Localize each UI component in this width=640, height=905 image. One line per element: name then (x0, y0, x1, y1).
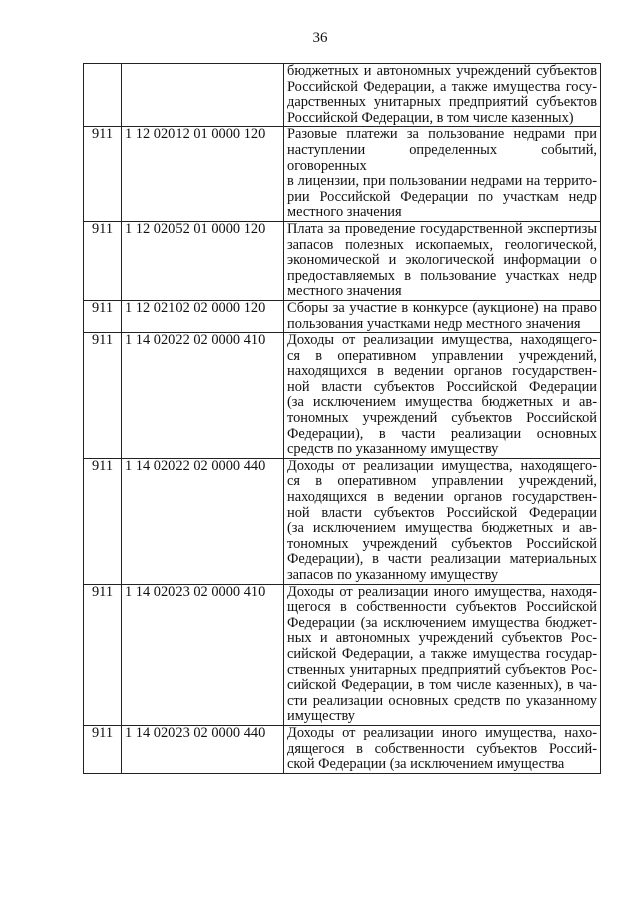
revenue-description-cell (284, 584, 601, 725)
description-line: ской Федерации (за исключением имущества (287, 756, 565, 773)
description-line: ственных унитарных предприятий субъектов Рос- (287, 661, 597, 678)
description-line: экономической и экологической информации о (287, 252, 597, 269)
table-body (84, 64, 601, 774)
description-line: бюджетных и автономных учреждений субъектов (287, 63, 597, 79)
admin-code-cell: 911 (84, 584, 122, 725)
description-line: запасов полезных ископаемых, геологической, (287, 236, 597, 253)
revenue-description-cell (284, 458, 601, 584)
description-line: Российской Федерации, в том числе казенных) (287, 109, 574, 126)
budget-classification-code-cell: 1 12 02102 02 0000 120 (122, 300, 284, 332)
budget-classification-code-cell: 1 14 02022 02 0000 410 (122, 333, 284, 459)
revenue-description-cell (284, 333, 601, 459)
admin-code-cell: 911 (84, 221, 122, 300)
budget-classification-code-cell: 1 12 02052 01 0000 120 (122, 221, 284, 300)
description-line: тономных учреждений субъектов Российской (287, 410, 597, 427)
description-line: Доходы от реализации имущества, находящего- (287, 332, 597, 349)
description-line: Доходы от реализации имущества, находящего- (287, 457, 597, 474)
table-row (84, 458, 601, 584)
table-row (84, 221, 601, 300)
table-row (84, 333, 601, 459)
description-line: запасов по указанному имуществу (287, 567, 499, 583)
description-line: имуществу (287, 708, 356, 725)
revenue-description-cell (284, 127, 601, 222)
description-line: Плата за проведение государственной экспертизы (287, 220, 597, 237)
description-line: средств по указанному имуществу (287, 441, 499, 458)
admin-code-cell: 911 (84, 300, 122, 332)
description-line: Разовые платежи за пользование недрами при (287, 126, 597, 143)
table-row (84, 725, 601, 773)
description-line: Сборы за участие в конкурсе (аукционе) на право (287, 299, 597, 316)
description-line: ся в оперативном управлении учреждений, (287, 347, 597, 364)
description-line: наступлении определенных событий, оговоренных (287, 141, 597, 174)
budget-classification-code-cell (122, 64, 284, 127)
budget-classification-code-cell: 1 12 02012 01 0000 120 (122, 127, 284, 222)
description-line: дарственных унитарных предприятий субъектов (287, 94, 597, 111)
description-line: ной власти субъектов Российской Федерации (287, 378, 597, 395)
description-line: тономных учреждений субъектов Российской (287, 535, 597, 552)
page-number: 36 (312, 30, 328, 46)
description-line: Федерации), в части реализации материальных (287, 551, 597, 568)
admin-code-cell: 911 (84, 127, 122, 222)
description-line: пользования участками недр местного значения (287, 315, 581, 332)
description-line: рии Российской Федерации по участкам недр (287, 188, 597, 205)
description-line: Доходы от реализации иного имущества, находя- (287, 583, 597, 600)
admin-code-cell: 911 (84, 458, 122, 584)
description-line: местного значения (287, 204, 402, 221)
admin-code-cell: 911 (84, 333, 122, 459)
description-line: сти реализации основных средств по указанному (287, 692, 597, 709)
revenue-description-cell (284, 221, 601, 300)
admin-code-cell (84, 64, 122, 127)
description-line: Доходы от реализации иного имущества, нахо- (287, 724, 597, 741)
description-line: (за исключением имущества бюджетных и ав- (287, 394, 597, 411)
table-row (84, 64, 601, 127)
description-line: ных и автономных учреждений субъектов Рос- (287, 630, 597, 647)
description-line: (за исключением имущества бюджетных и ав- (287, 520, 597, 537)
revenue-description-cell (284, 64, 601, 127)
description-line: находящихся в ведении органов государствен- (287, 489, 597, 506)
description-line: предоставляемых в пользование участках недр (287, 267, 597, 284)
revenue-description-cell (284, 725, 601, 773)
table-row (84, 584, 601, 725)
table-row (84, 127, 601, 222)
description-line: сийской Федерации, а также имущества государ- (287, 645, 597, 662)
description-line: в лицензии, при пользовании недрами на террито- (287, 173, 597, 190)
description-line: ной власти субъектов Российской Федерации (287, 504, 597, 521)
revenue-description-cell (284, 300, 601, 332)
budget-classification-code-cell: 1 14 02022 02 0000 440 (122, 458, 284, 584)
description-line: сийской Федерации, в том числе казенных), в ча- (287, 677, 597, 694)
description-line: Федерации (за исключением имущества бюджет- (287, 614, 597, 631)
description-line: местного значения (287, 283, 402, 300)
admin-code-cell: 911 (84, 725, 122, 773)
table-row (84, 300, 601, 332)
revenue-codes-table (83, 63, 601, 774)
description-line: щегося в собственности субъектов Российской (287, 599, 597, 616)
description-line: Федерации), в части реализации основных (287, 425, 597, 442)
budget-classification-code-cell: 1 14 02023 02 0000 410 (122, 584, 284, 725)
description-line: Российской Федерации, а также имущества госу- (287, 78, 597, 95)
description-line: находящихся в ведении органов государствен- (287, 363, 597, 380)
budget-classification-code-cell: 1 14 02023 02 0000 440 (122, 725, 284, 773)
description-line: ся в оперативном управлении учреждений, (287, 473, 597, 490)
description-line: дящегося в собственности субъектов Россий- (287, 740, 597, 757)
